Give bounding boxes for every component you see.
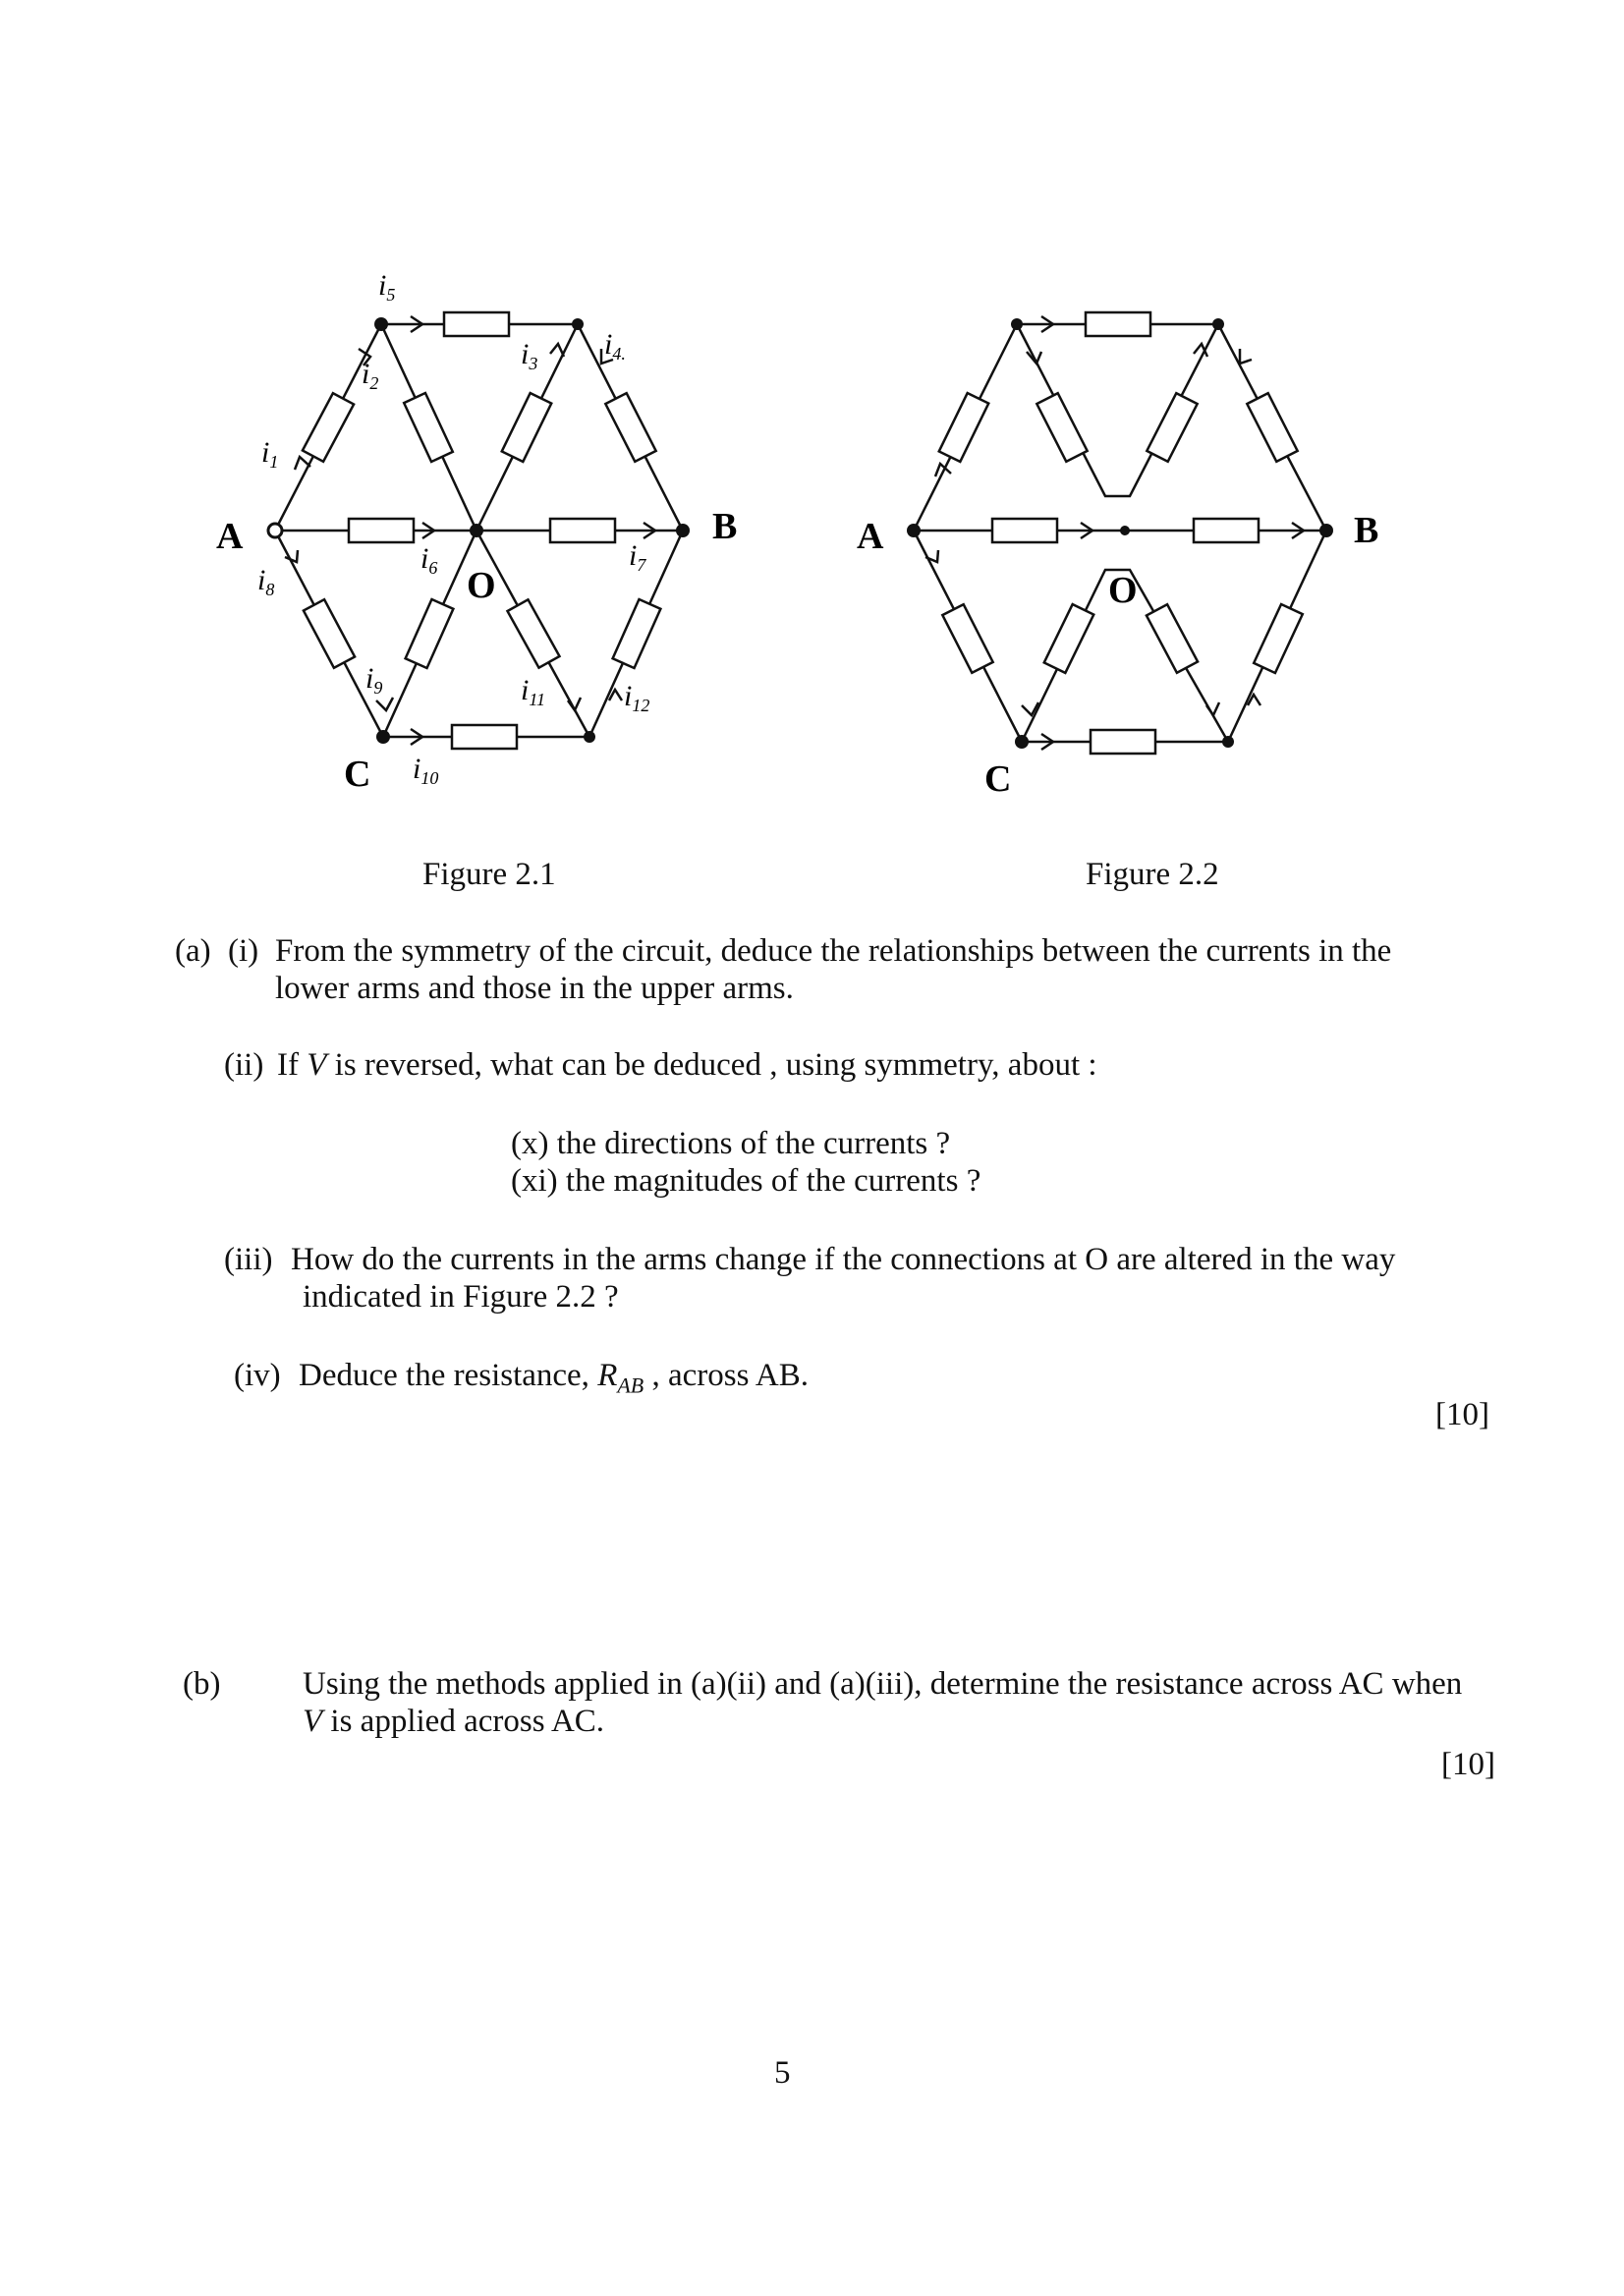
- label-i5: $i_5$: [378, 269, 396, 305]
- fig2-label-a: A: [857, 516, 884, 557]
- label-i3: $i_3$: [521, 338, 538, 373]
- part-a-x-line: (x) the directions of the currents ?: [511, 1126, 951, 1161]
- label-i11: $i_{11}$: [521, 674, 546, 709]
- label-i2: $i_2$: [362, 358, 379, 393]
- fig2-label-o: O: [1108, 570, 1138, 611]
- figure-2-2-caption-text: Figure 2.2: [1086, 857, 1219, 892]
- part-a-label: (a): [175, 933, 211, 969]
- part-a-iv-label: (iv): [234, 1358, 281, 1393]
- part-b-label: (b): [183, 1666, 221, 1702]
- fig2-label-c: C: [984, 758, 1012, 800]
- page-number: 5: [774, 2055, 791, 2091]
- part-a-iv-text: Deduce the resistance, $R_{AB}$ , across AB.: [299, 1358, 809, 1398]
- fig1-label-b: B: [712, 506, 738, 547]
- fig1-label-c: C: [344, 754, 371, 795]
- part-b-line1: Using the methods applied in (a)(ii) and (a)(iii), determine the resistance across AC when: [303, 1666, 1463, 1702]
- part-a-ii-label: (ii): [224, 1047, 264, 1083]
- part-a-i-label: (i): [228, 933, 259, 969]
- label-i9: $i_9$: [365, 662, 383, 698]
- fig1-label-a: A: [216, 516, 244, 557]
- label-i4: $i_{4.}$: [604, 328, 626, 364]
- part-a-iii-line2: indicated in Figure 2.2 ?: [303, 1279, 619, 1315]
- label-i6: $i_6$: [420, 542, 438, 578]
- figure-2-1-caption-text: Figure 2.1: [422, 857, 556, 892]
- label-i10: $i_{10}$: [413, 753, 439, 788]
- part-a-i-line1: From the symmetry of the circuit, deduce the relationships between the currents in the: [275, 933, 1392, 969]
- part-a-marks: [10]: [1435, 1397, 1489, 1432]
- label-i7: $i_7$: [629, 539, 646, 575]
- fig1-label-o: O: [467, 565, 496, 606]
- fig2-label-b: B: [1354, 510, 1379, 551]
- label-i8: $i_8$: [257, 564, 275, 599]
- part-a-xi-line: (xi) the magnitudes of the currents ?: [511, 1163, 981, 1199]
- part-a-ii-text: If V is reversed, what can be deduced , using symmetry, about :: [277, 1047, 1097, 1083]
- part-b-marks: [10]: [1441, 1747, 1495, 1782]
- figure-2-1: [0, 0, 1624, 884]
- part-a-iii-line1: How do the currents in the arms change if the connections at O are altered in the way: [291, 1242, 1396, 1277]
- label-i1: $i_1$: [261, 436, 279, 472]
- part-a-i-line2: lower arms and those in the upper arms.: [275, 971, 794, 1006]
- part-a-iii-label: (iii): [224, 1242, 273, 1277]
- part-b-line2: V is applied across AC.: [303, 1704, 605, 1739]
- label-i12: $i_{12}$: [624, 680, 650, 715]
